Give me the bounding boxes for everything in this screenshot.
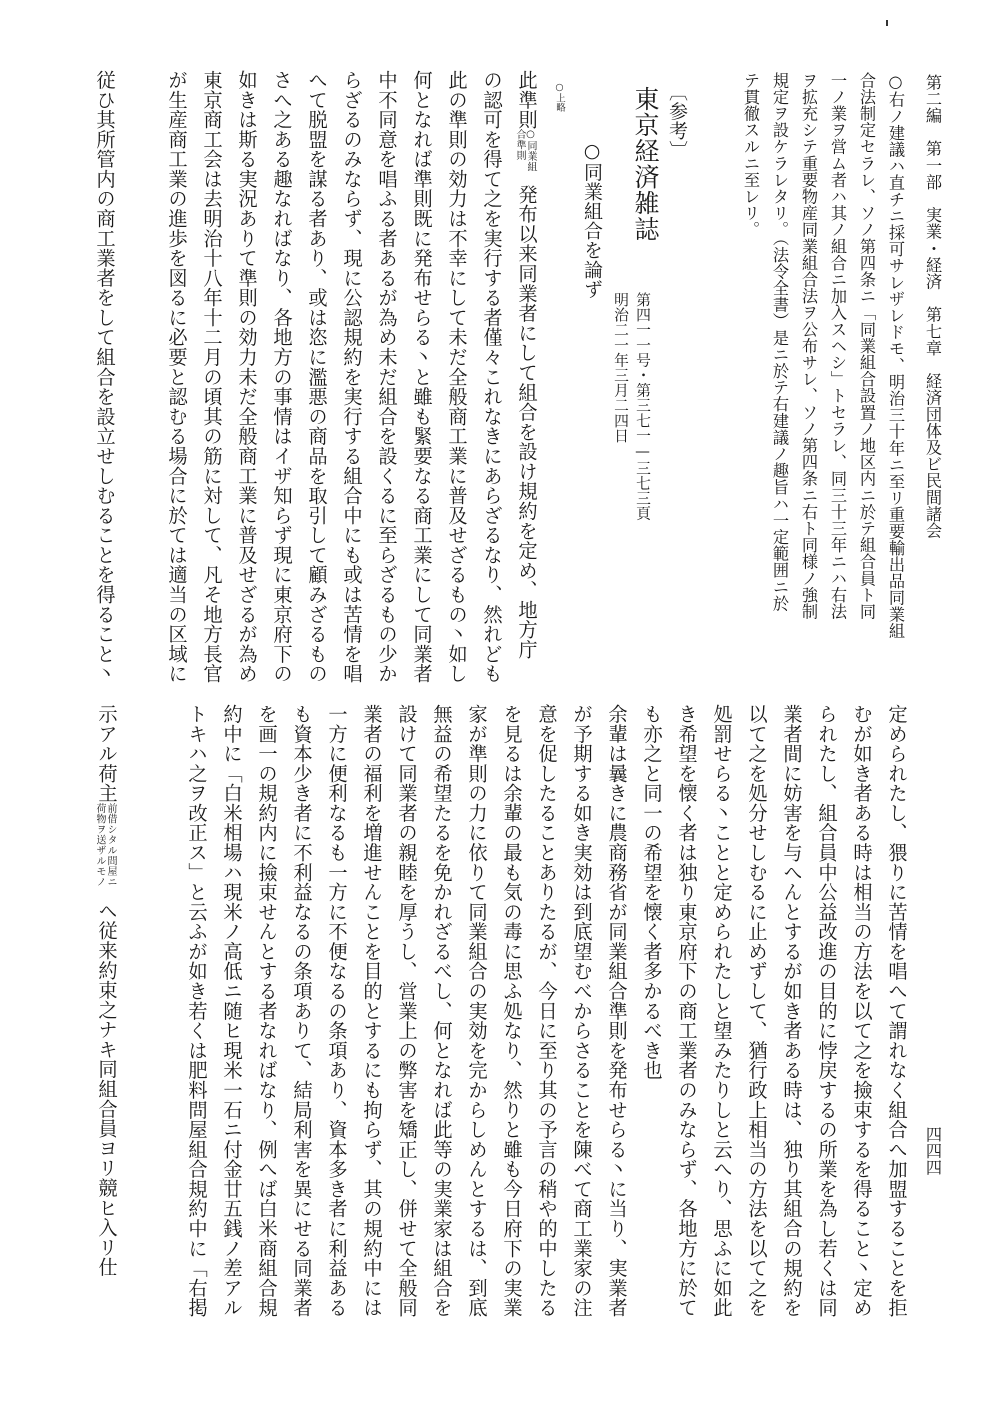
article-column: 一方に便利なるも一方に不便なるの条項あり、資本多き者に利益ある	[325, 704, 348, 1318]
sanko-label: 〔参考〕	[666, 82, 688, 160]
top-paragraph-line: 規定ヲ設ケラレタリ。（法令全書）是ニ於テ右建議ノ趣旨ハ一定範囲ニ於	[770, 72, 789, 612]
inline-note-right: ○同業組	[525, 129, 536, 173]
inline-note-left: 荷物ヲ送ザルモノ	[94, 802, 105, 887]
page-number: 四四四	[923, 1126, 942, 1176]
article-column: を見るは余輩の最も気の毒に思ふ処なり、然りと雖も今日府下の実業	[500, 704, 523, 1318]
article-column: 業者間に妨害を与へんとするが如き者ある時は、独り其組合の規約を	[780, 704, 803, 1318]
article-column: 業者の福利を増進せんことを目的とするにも拘らず、其の規約中には	[360, 704, 383, 1318]
article-column: らざるのみならず、現に公認規約を実行する組合中にも或は苦情を唱	[340, 70, 363, 684]
omission-note: ○上略	[554, 82, 565, 112]
article-column: の認可を得て之を実行する者僅々これなきにあらざるなり、然れども	[480, 70, 503, 684]
print-mark	[886, 20, 888, 26]
article-column: へて脱盟を謀る者あり、或は恣に濫悪の商品を取引して顧みざるもの	[305, 70, 328, 684]
article-column: が予期する如き実効は到底望むべからさることを陳べて商工業家の注	[570, 704, 593, 1318]
article-column: 処罰せらる丶ことと定められたしと望みたりしと云へり、思ふに如此	[710, 704, 733, 1318]
article-column: 定められたし、猥りに苦情を唱へて謂れなく組合へ加盟することを拒	[885, 704, 908, 1318]
article-title: ○同業組合を論ず	[581, 140, 603, 299]
top-paragraph-line: ヲ拡充シテ重要物産同業組合法ヲ公布サレ、ソノ第四条ニ右ト同様ノ強制	[799, 72, 818, 620]
article-column: さへ之ある趣なればなり、各地方の事情はイザ知らず現に東京府下の	[270, 70, 293, 684]
article-column: を画一の規約内に撿束せんとする者なればなり、例へば白米商組合規	[255, 704, 278, 1318]
article-last-column	[86, 704, 116, 1304]
article-column: 余輩は曩きに農商務省が同業組合準則を発布せらる丶に当り、実業者	[605, 704, 628, 1318]
lead-text: 此準則	[515, 70, 538, 130]
article-column: トキハ之ヲ改正ス」と云ふが如き若くは肥料問屋組合規約中に「右掲	[185, 704, 208, 1318]
article-column: 無益の希望たるを免かれざるべし、何となれば此等の実業家は組合を	[430, 704, 453, 1318]
article-column: 従ひ其所管内の商工業者をして組合を設立せしむることを得ること丶	[93, 70, 116, 684]
top-paragraph-line: 一ノ業ヲ営ム者ハ其ノ組合ニ加入スヘシ」トセラレ、同三十三年ニハ右法	[828, 72, 847, 620]
inline-note-left: 合準則	[514, 129, 525, 161]
continuation-text: 発布以来同業者にして組合を設け規約を定め、地方庁	[515, 184, 538, 660]
article-column: 東京商工会は去明治十八年十二月の頃其の筋に対して、凡そ地方長官	[200, 70, 223, 684]
article-first-column	[510, 70, 536, 670]
inline-note-right: 前借シタル問屋ニ	[105, 802, 116, 887]
issue-date: 明治二一年三月二四日	[612, 292, 629, 443]
top-paragraph-line: ○右ノ建議ハ直チニ採可サレザレドモ、明治三十年ニ至リ重要輸出品同業組	[886, 72, 905, 640]
continuation-text: ヘ従来約束之ナキ同組合員ヨリ競ヒ入リ仕	[95, 900, 118, 1277]
article-column: 此の準則の効力は不幸にして未だ全般商工業に普及せざるもの丶如し	[445, 70, 468, 684]
issue-info: 第四一一号・第三七一—三七三頁	[634, 292, 651, 521]
article-column: 設けて同業者の親睦を厚うし、営業上の弊害を矯正し、併せて全般同	[395, 704, 418, 1318]
top-paragraph-line: テ貫徹スルニ至レリ。	[741, 72, 760, 238]
article-column: 如きは斯る実況ありて準則の効力未だ全般商工業に普及せざるが為め	[235, 70, 258, 684]
journal-title: 東京経済雑誌	[631, 86, 660, 242]
article-column: が生産商工業の進歩を図るに必要と認むる場合に於ては適当の区域に	[165, 70, 188, 684]
running-head: 第二編 第一部 実業・経済 第七章 経済団体及ビ民間諸会	[923, 74, 942, 539]
article-column: 家が準則の力に依りて同業組合の実効を完からしめんとするは、到底	[465, 704, 488, 1318]
article-column: られたし、組合員中公益改進の目的に悖戻するの所業を為し若くは同	[815, 704, 838, 1318]
article-column: 何となれば準則既に発布せらる丶と雖も緊要なる商工業にして同業者	[410, 70, 433, 684]
inline-note	[94, 803, 116, 901]
article-column: 約中に「白米相場ハ現米ノ高低ニ随ヒ現米一石ニ付金廿五銭ノ差アル	[220, 704, 243, 1318]
inline-note	[514, 129, 536, 184]
article-column: 意を促したることありたるが、今日に至り其の予言の稍や的中したる	[535, 704, 558, 1318]
article-column: き希望を懐く者は独り東京府下の商工業者のみならず、各地方に於て	[675, 704, 698, 1318]
article-column: も亦之と同一の希望を懐く者多かるべき也	[640, 704, 663, 1081]
article-column: 中不同意を唱ふる者あるが為め未だ組合を設くるに至らざるもの少か	[375, 70, 398, 684]
article-column: 以て之を処分せしむるに止めずして、猶行政上相当の方法を以て之を	[745, 704, 768, 1318]
top-paragraph-line: 合法制定セラレ、ソノ第四条ニ「同業組合設置ノ地区内ニ於テ組合員ト同	[857, 72, 876, 620]
article-column: むが如き者ある時は相当の方法を以て之を撿束するを得ること丶定め	[850, 704, 873, 1318]
article-column: も資本少き者に不利益なるの条項ありて、結局利害を異にせる同業者	[290, 704, 313, 1318]
lead-text: 示アル荷主	[95, 704, 118, 803]
